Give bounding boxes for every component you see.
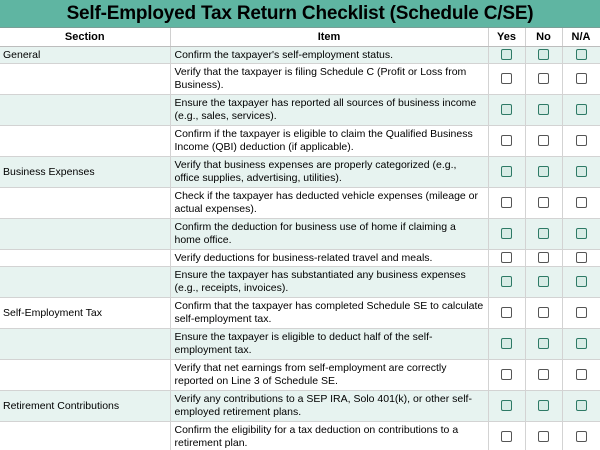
yes-cell [488, 157, 525, 188]
no-cell [525, 250, 562, 267]
no-checkbox[interactable] [538, 431, 549, 442]
yes-checkbox[interactable] [501, 166, 512, 177]
yes-cell [488, 250, 525, 267]
na-checkbox[interactable] [576, 49, 587, 60]
no-checkbox[interactable] [538, 369, 549, 380]
section-cell [0, 219, 170, 250]
na-cell [562, 95, 600, 126]
no-checkbox[interactable] [538, 338, 549, 349]
table-row [0, 329, 600, 360]
no-checkbox[interactable] [538, 135, 549, 146]
na-cell [562, 64, 600, 95]
no-checkbox[interactable] [538, 104, 549, 115]
yes-checkbox[interactable] [501, 431, 512, 442]
no-checkbox[interactable] [538, 49, 549, 60]
no-cell [525, 95, 562, 126]
no-cell [525, 157, 562, 188]
header-na: N/A [562, 28, 600, 47]
no-cell [525, 188, 562, 219]
table-row [0, 219, 600, 250]
table-row [0, 95, 600, 126]
section-cell: Business Expenses [0, 157, 170, 188]
yes-cell [488, 422, 525, 450]
na-checkbox[interactable] [576, 135, 587, 146]
section-cell [0, 126, 170, 157]
na-cell [562, 298, 600, 329]
table-row [0, 250, 600, 267]
yes-cell [488, 126, 525, 157]
yes-cell [488, 298, 525, 329]
item-cell: Verify that business expenses are properly categorized (e.g., office supplies, advertising, utilities). [170, 157, 488, 188]
no-cell [525, 64, 562, 95]
yes-cell [488, 360, 525, 391]
table-row [0, 64, 600, 95]
yes-cell [488, 64, 525, 95]
na-checkbox[interactable] [576, 276, 587, 287]
no-cell [525, 360, 562, 391]
section-cell [0, 250, 170, 267]
na-checkbox[interactable] [576, 307, 587, 318]
no-cell [525, 47, 562, 64]
na-checkbox[interactable] [576, 338, 587, 349]
no-cell [525, 219, 562, 250]
item-cell: Ensure the taxpayer has reported all sources of business income (e.g., sales, services). [170, 95, 488, 126]
na-checkbox[interactable] [576, 73, 587, 84]
item-cell: Ensure the taxpayer has substantiated any business expenses (e.g., receipts, invoices). [170, 267, 488, 298]
item-cell: Confirm the eligibility for a tax deduction on contributions to a retirement plan. [170, 422, 488, 450]
na-checkbox[interactable] [576, 166, 587, 177]
item-cell: Confirm the deduction for business use of home if claiming a home office. [170, 219, 488, 250]
section-cell [0, 188, 170, 219]
no-checkbox[interactable] [538, 252, 549, 263]
item-cell: Ensure the taxpayer is eligible to deduct half of the self-employment tax. [170, 329, 488, 360]
yes-cell [488, 219, 525, 250]
na-cell [562, 329, 600, 360]
na-cell [562, 422, 600, 450]
yes-cell [488, 267, 525, 298]
section-cell [0, 64, 170, 95]
header-yes: Yes [488, 28, 525, 47]
yes-cell [488, 391, 525, 422]
na-cell [562, 267, 600, 298]
item-cell: Check if the taxpayer has deducted vehicle expenses (mileage or actual expenses). [170, 188, 488, 219]
na-checkbox[interactable] [576, 197, 587, 208]
item-cell: Confirm that the taxpayer has completed Schedule SE to calculate self-employment tax. [170, 298, 488, 329]
yes-cell [488, 329, 525, 360]
na-cell [562, 250, 600, 267]
na-checkbox[interactable] [576, 252, 587, 263]
na-cell [562, 188, 600, 219]
table-row [0, 391, 600, 422]
no-checkbox[interactable] [538, 166, 549, 177]
header-section: Section [0, 28, 170, 47]
na-checkbox[interactable] [576, 431, 587, 442]
yes-checkbox[interactable] [501, 252, 512, 263]
no-cell [525, 422, 562, 450]
table-row [0, 422, 600, 450]
na-cell [562, 47, 600, 64]
no-checkbox[interactable] [538, 73, 549, 84]
yes-checkbox[interactable] [501, 104, 512, 115]
table-row [0, 298, 600, 329]
header-no: No [525, 28, 562, 47]
yes-checkbox[interactable] [501, 228, 512, 239]
yes-cell [488, 95, 525, 126]
yes-checkbox[interactable] [501, 307, 512, 318]
yes-cell [488, 47, 525, 64]
item-cell: Verify that the taxpayer is filing Schedule C (Profit or Loss from Business). [170, 64, 488, 95]
table-row [0, 267, 600, 298]
na-cell [562, 219, 600, 250]
no-cell [525, 267, 562, 298]
na-checkbox[interactable] [576, 228, 587, 239]
yes-checkbox[interactable] [501, 276, 512, 287]
no-checkbox[interactable] [538, 307, 549, 318]
no-cell [525, 298, 562, 329]
no-checkbox[interactable] [538, 400, 549, 411]
yes-checkbox[interactable] [501, 197, 512, 208]
no-checkbox[interactable] [538, 228, 549, 239]
yes-checkbox[interactable] [501, 400, 512, 411]
section-cell [0, 329, 170, 360]
yes-checkbox[interactable] [501, 338, 512, 349]
no-cell [525, 126, 562, 157]
no-cell [525, 391, 562, 422]
na-cell [562, 360, 600, 391]
table-row [0, 47, 600, 64]
no-checkbox[interactable] [538, 276, 549, 287]
section-cell [0, 95, 170, 126]
header-item: Item [170, 28, 488, 47]
item-cell: Confirm the taxpayer's self-employment status. [170, 47, 488, 64]
yes-checkbox[interactable] [501, 135, 512, 146]
na-checkbox[interactable] [576, 400, 587, 411]
table-row [0, 360, 600, 391]
section-cell: Retirement Contributions [0, 391, 170, 422]
section-cell [0, 422, 170, 450]
na-cell [562, 391, 600, 422]
yes-cell [488, 188, 525, 219]
header-row [0, 28, 600, 47]
no-cell [525, 329, 562, 360]
checklist-body [0, 47, 600, 450]
sheet-title: Self-Employed Tax Return Checklist (Schedule C/SE) [0, 0, 600, 28]
section-cell [0, 267, 170, 298]
item-cell: Confirm if the taxpayer is eligible to claim the Qualified Business Income (QBI) deduction (if applicable). [170, 126, 488, 157]
na-cell [562, 157, 600, 188]
section-cell: General [0, 47, 170, 64]
section-cell [0, 360, 170, 391]
checklist-table [0, 28, 600, 450]
na-cell [562, 126, 600, 157]
section-cell: Self-Employment Tax [0, 298, 170, 329]
na-checkbox[interactable] [576, 369, 587, 380]
no-checkbox[interactable] [538, 197, 549, 208]
yes-checkbox[interactable] [501, 73, 512, 84]
item-cell: Verify any contributions to a SEP IRA, Solo 401(k), or other self-employed retirement plans. [170, 391, 488, 422]
table-row [0, 126, 600, 157]
na-checkbox[interactable] [576, 104, 587, 115]
yes-checkbox[interactable] [501, 369, 512, 380]
table-row [0, 157, 600, 188]
table-row [0, 188, 600, 219]
yes-checkbox[interactable] [501, 49, 512, 60]
item-cell: Verify that net earnings from self-employment are correctly reported on Line 3 of Schedule SE. [170, 360, 488, 391]
item-cell: Verify deductions for business-related travel and meals. [170, 250, 488, 267]
